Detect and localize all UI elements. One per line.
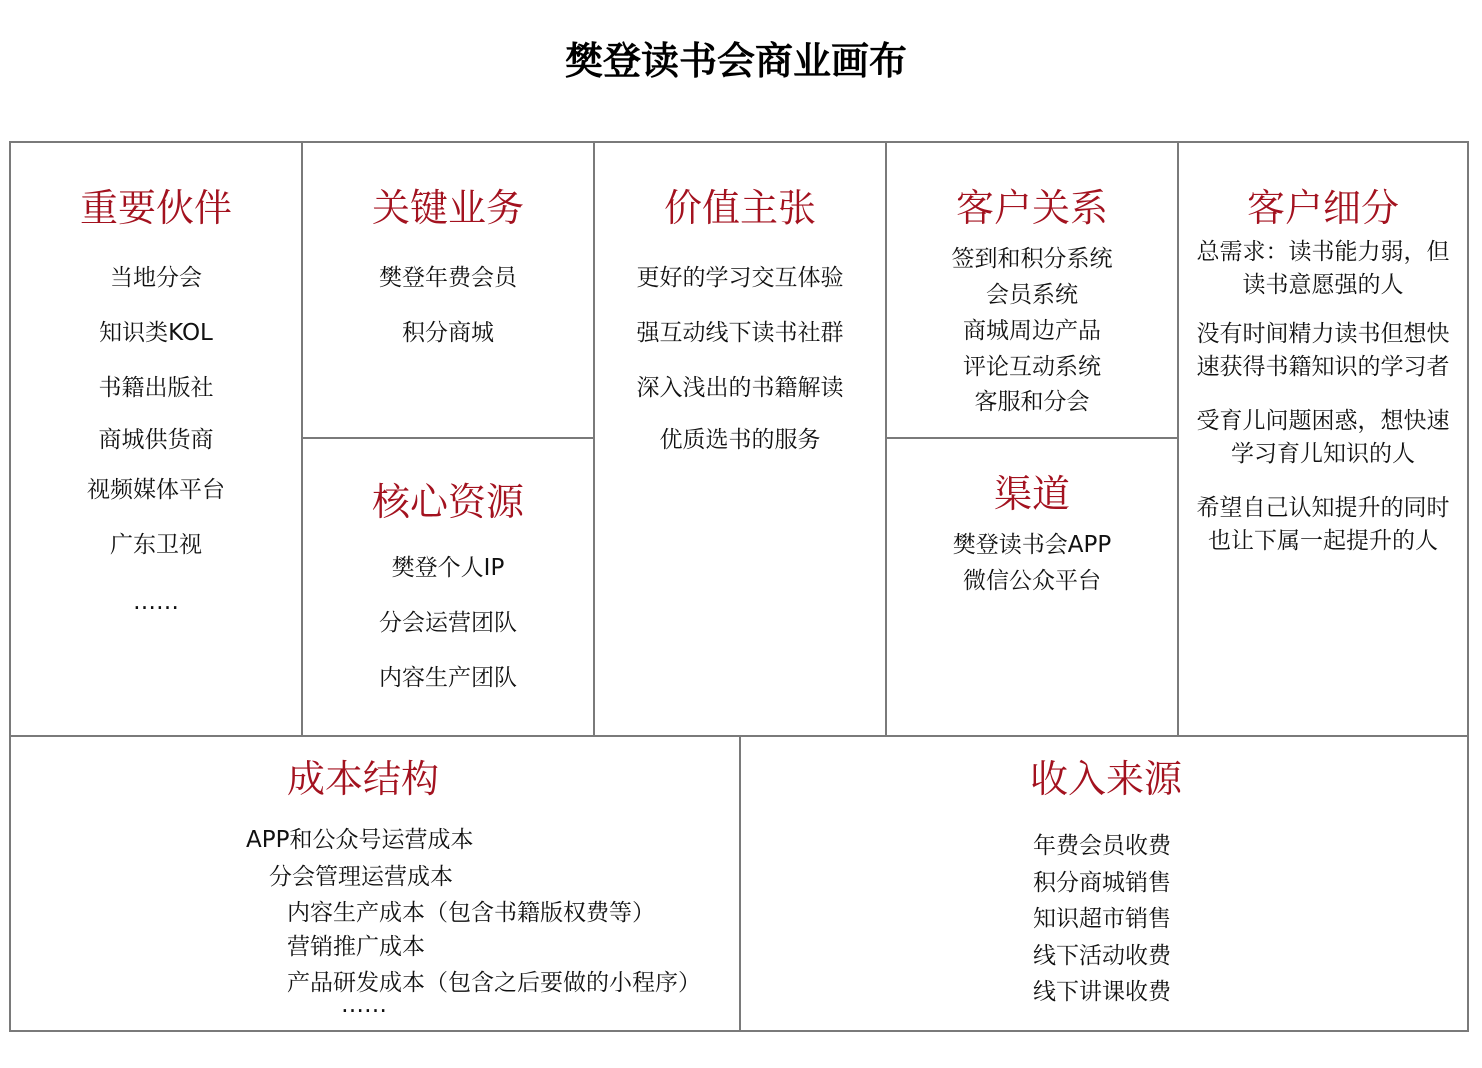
list-item: 评论互动系统: [963, 354, 1101, 380]
list-item: 分会管理运营成本: [269, 864, 453, 890]
list-item: 知识超市销售: [1033, 906, 1171, 932]
cost-structure-block: [11, 737, 739, 1032]
list-item: 线下讲课收费: [1033, 979, 1171, 1005]
list-item: 也让下属一起提升的人: [1208, 528, 1438, 554]
list-item: ……: [341, 992, 387, 1018]
customer-relationships-title: 客户关系: [955, 186, 1108, 230]
key-activities-title: 关键业务: [371, 186, 524, 230]
list-item: 线下活动收费: [1033, 943, 1171, 969]
list-item: ……: [133, 589, 179, 615]
business-model-canvas: [9, 141, 1469, 1032]
customer-segments-list: [1179, 236, 1467, 558]
value-propositions-title: 价值主张: [663, 186, 816, 230]
list-item: 知识类KOL: [99, 320, 213, 346]
customer-relationships-block: [887, 143, 1177, 437]
list-item: 微信公众平台: [963, 568, 1101, 594]
customer-segments-block: [1179, 143, 1467, 735]
key-resources-list: [303, 541, 593, 706]
value-propositions-block: [595, 143, 885, 735]
key-resources-title: 核心资源: [371, 480, 524, 524]
revenue-streams-title: 收入来源: [1030, 757, 1183, 801]
list-item: 年费会员收费: [1033, 833, 1171, 859]
cost-structure-title: 成本结构: [287, 757, 440, 801]
list-item: 受育儿问题困惑，想快速: [1196, 408, 1450, 434]
list-item: 希望自己认知提升的同时: [1196, 495, 1450, 521]
page-title: 樊登读书会商业画布: [564, 39, 907, 83]
list-item: 商城供货商: [98, 427, 214, 453]
channels-list: [887, 527, 1177, 599]
list-item: 分会运营团队: [379, 610, 517, 636]
list-item: 商城周边产品: [963, 318, 1101, 344]
list-item: 视频媒体平台: [87, 477, 225, 503]
list-item: 客服和分会: [974, 389, 1090, 415]
list-item: 内容生产团队: [379, 665, 517, 691]
customer-relationships-list: [887, 241, 1177, 419]
key-partners-list: [11, 251, 301, 630]
list-item: 优质选书的服务: [659, 427, 821, 453]
list-item: 积分商城: [402, 320, 494, 346]
list-item: 读书意愿强的人: [1242, 272, 1404, 298]
list-item: 学习育儿知识的人: [1231, 441, 1415, 467]
customer-segments-title: 客户细分: [1246, 186, 1399, 230]
key-partners-block: [11, 143, 301, 735]
list-item: 产品研发成本（包含之后要做的小程序）: [287, 970, 701, 996]
list-item: 樊登读书会APP: [952, 532, 1112, 558]
key-activities-list: [303, 251, 593, 361]
key-partners-title: 重要伙伴: [79, 186, 232, 230]
channels-block: [887, 439, 1177, 735]
list-item: APP和公众号运营成本: [246, 827, 474, 853]
revenue-streams-block: [741, 737, 1467, 1032]
list-item: 当地分会: [110, 265, 202, 291]
list-item: 樊登年费会员: [379, 265, 517, 291]
list-item: 积分商城销售: [1033, 870, 1171, 896]
list-item: 书籍出版社: [98, 375, 214, 401]
list-item: 没有时间精力读书但想快: [1196, 321, 1450, 347]
list-item: 广东卫视: [110, 532, 202, 558]
list-item: 营销推广成本: [287, 934, 425, 960]
value-propositions-list: [595, 251, 885, 464]
key-resources-block: [303, 439, 593, 735]
list-item: 内容生产成本（包含书籍版权费等）: [287, 900, 655, 926]
list-item: 更好的学习交互体验: [636, 265, 844, 291]
list-item: 强互动线下读书社群: [636, 320, 844, 346]
key-activities-block: [303, 143, 593, 437]
list-item: 樊登个人IP: [391, 555, 505, 581]
list-item: 深入浅出的书籍解读: [636, 375, 844, 401]
list-item: 会员系统: [986, 282, 1078, 308]
channels-title: 渠道: [993, 472, 1070, 516]
list-item: 总需求：读书能力弱，但: [1196, 239, 1450, 265]
list-item: 速获得书籍知识的学习者: [1196, 354, 1450, 380]
list-item: 签到和积分系统: [951, 246, 1113, 272]
